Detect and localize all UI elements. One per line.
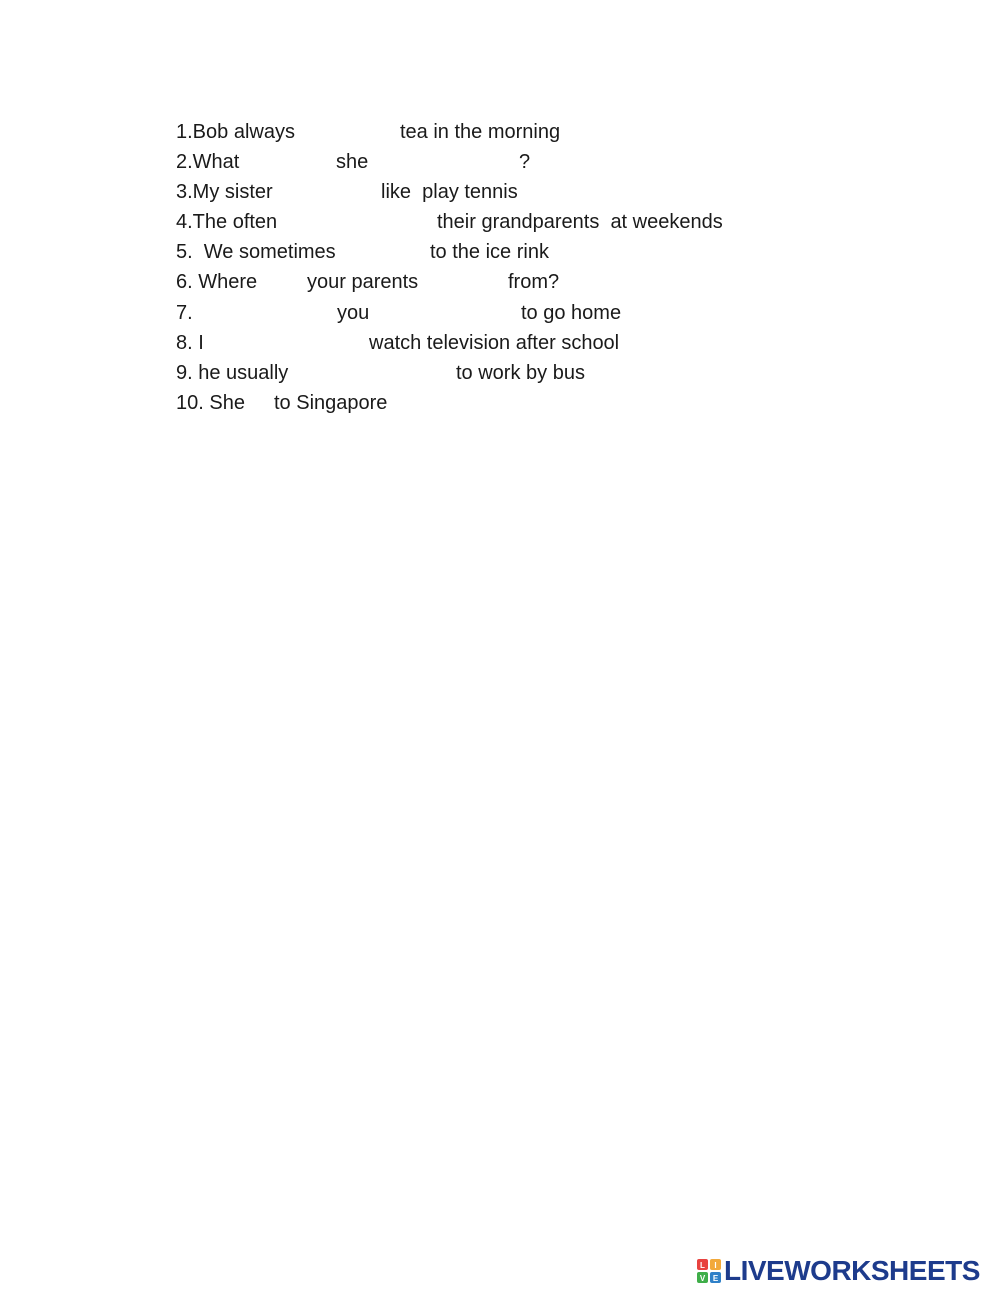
liveworksheets-logo <box>697 1256 995 1286</box>
exercise-line-2 <box>0 149 1000 179</box>
line-6-text-1: 6. Where <box>176 271 258 293</box>
line-9-text-1: 9. he usually <box>176 362 289 384</box>
line-5-answer-blank-1[interactable] <box>346 241 426 263</box>
logo-mark-letter-v: V <box>699 1274 706 1283</box>
line-1-answer-blank-1[interactable] <box>300 121 395 143</box>
line-1-text-2: tea in the morning <box>400 121 561 143</box>
line-4-text-2: their grandparents at weekends <box>437 211 723 233</box>
exercise-line-10 <box>0 390 1000 420</box>
line-6-answer-blank-2[interactable] <box>430 271 504 293</box>
line-5-text-1: 5. We sometimes <box>176 241 336 263</box>
logo-mark-icon <box>697 1259 721 1283</box>
exercise-line-6 <box>0 269 1000 299</box>
line-10-text-1: 10. She <box>176 392 245 414</box>
logo-wordmark: LIVEWORKSHEETS <box>724 1255 980 1286</box>
line-2-text-3: ? <box>519 151 531 173</box>
line-7-answer-blank-1[interactable] <box>198 302 332 324</box>
line-6-text-3: from? <box>508 271 560 293</box>
line-10-text-2: to Singapore <box>274 392 388 414</box>
line-8-answer-blank-1[interactable] <box>208 332 364 354</box>
exercise-line-9 <box>0 360 1000 390</box>
exercise-line-4 <box>0 209 1000 239</box>
line-6-text-2: your parents <box>307 271 419 293</box>
exercise-line-5 <box>0 239 1000 269</box>
logo-mark-letter-i: I <box>714 1261 717 1270</box>
logo-mark-letter-e: E <box>712 1274 719 1283</box>
line-7-text-2: you <box>337 302 370 324</box>
line-2-answer-blank-2[interactable] <box>372 151 516 173</box>
line-1-text-1: 1.Bob always <box>176 121 295 143</box>
line-2-text-1: 2.What <box>176 151 240 173</box>
line-8-text-1: 8. I <box>176 332 204 354</box>
line-5-text-2: to the ice rink <box>430 241 549 263</box>
exercise-line-3 <box>0 179 1000 209</box>
line-9-text-2: to work by bus <box>456 362 585 384</box>
line-9-answer-blank-1[interactable] <box>295 362 451 384</box>
logo-mark-letter-l: L <box>700 1261 705 1270</box>
exercise-line-7 <box>0 300 1000 330</box>
line-8-text-2: watch television after school <box>369 332 620 354</box>
exercise-line-8 <box>0 330 1000 360</box>
line-6-answer-blank-1[interactable] <box>264 271 304 293</box>
line-7-text-3: to go home <box>521 302 622 324</box>
line-7-answer-blank-2[interactable] <box>376 302 516 324</box>
line-4-text-1: 4.The often <box>176 211 278 233</box>
line-7-text-1: 7. <box>176 302 193 324</box>
line-2-answer-blank-1[interactable] <box>248 151 332 173</box>
line-3-answer-blank-1[interactable] <box>282 181 376 203</box>
exercise-line-1 <box>0 119 1000 149</box>
line-3-text-2: like play tennis <box>381 181 518 203</box>
line-2-text-2: she <box>336 151 369 173</box>
line-10-answer-blank-1[interactable] <box>246 392 270 414</box>
line-3-text-1: 3.My sister <box>176 181 273 203</box>
line-4-answer-blank-1[interactable] <box>286 211 432 233</box>
